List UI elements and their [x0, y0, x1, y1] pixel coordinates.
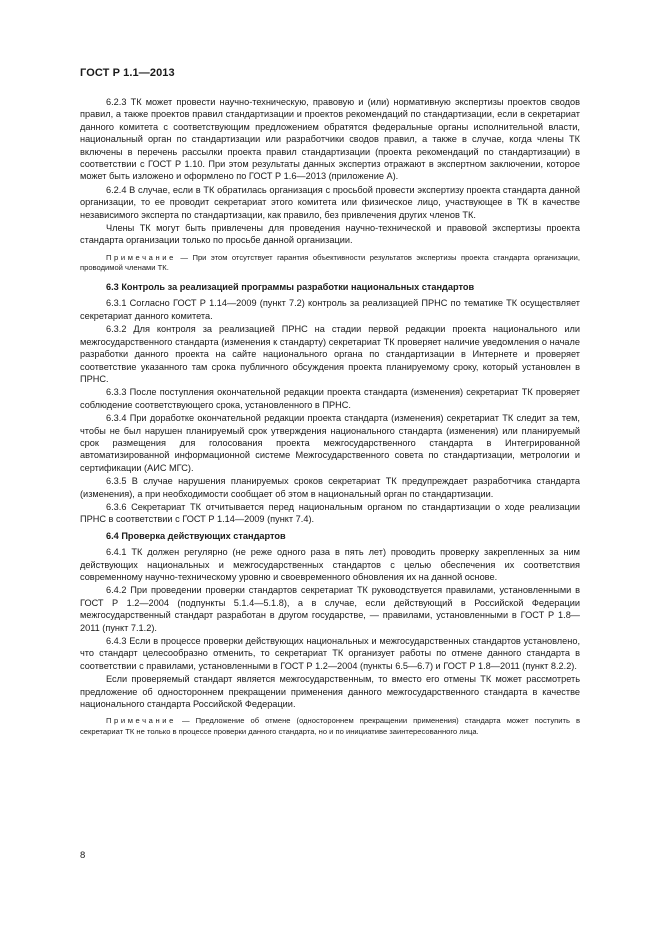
document-header: ГОСТ Р 1.1—2013: [80, 67, 175, 79]
clause-6-3-4: 6.3.4 При доработке окончательной редакции проекта стандарта (изменения) секретариат ТК следит за тем, чтобы не был нарушен планируемый срок утверждения национального стандарта (изменения) или планируемый срок размещения для голосования проекта межгосударственного стандарта в Интегрированной автоматизированной информационной системе Межгосударственного совета по стандартизации, метрологии и сертификации (АИС МГС).: [80, 413, 580, 473]
clause-6-3-5: 6.3.5 В случае нарушения планируемых сроков секретариат ТК предупреждает разработчика стандарта (изменения), а при необходимости сообщает об этом в национальный орган по стандартизации.: [80, 476, 580, 499]
page-number: 8: [80, 850, 86, 861]
section-heading-6-3: 6.3 Контроль за реализацией программы разработки национальных стандартов: [106, 282, 475, 293]
clause-6-4-2: 6.4.2 При проведении проверки стандартов секретариат ТК руководствуется правилами, установленными в ГОСТ Р 1.2—2004 (подпункты 5.1.4—5.1.8), а в случае, если действующий в Российской Федерации межгосударственный стандарт разработан в другом государстве, — правилами, установленными в ГОСТ Р 1.8—2011 (пункт 7.1.2).: [80, 585, 580, 633]
clause-6-3-6: 6.3.6 Секретариат ТК отчитывается перед национальным органом по стандартизации о ходе реализации ПРНС в соответствии с ГОСТ Р 1.14—2009 (пункт 7.4).: [80, 501, 580, 525]
document-body: [80, 96, 580, 745]
section-heading-6-4: 6.4 Проверка действующих стандартов: [106, 530, 286, 541]
clause-6-4-3: 6.4.3 Если в процессе проверки действующих национальных и межгосударственных стандартов установлено, что стандарт целесообразно отменить, то секретариат ТК организует работы по отмене данного стандарта в соответствии с правилами, установленными в ГОСТ Р 1.2—2004 (пункты 6.5—6.7) и ГОСТ Р 1.8—2011 (пункт 8.2.2).: [80, 636, 580, 671]
note-2-label: Примечание: [106, 716, 176, 726]
clause-6-4-1: 6.4.1 ТК должен регулярно (не реже одного раза в пять лет) проводить проверку закрепленных за ним действующих национальных и межгосударственных стандартов с целью обеспечения их соответствия современному научно-техническому уровню и своевременного обновления их на данной основе.: [80, 547, 580, 582]
clause-6-4-3-continued: Если проверяемый стандарт является межгосударственным, то вместо его отмены ТК может рассмотреть предложение об одностороннем прекращении применения данного межгосударственного стандарта в качестве национального стандарта Российской Федерации.: [80, 674, 580, 710]
note-1-label: Примечание: [106, 252, 176, 262]
clause-6-3-3: 6.3.3 После поступления окончательной редакции проекта стандарта (изменения) секретариат ТК проверяет соблюдение соответствующего срока, установленного в ПРНС.: [80, 387, 580, 410]
clause-6-2-4-continued: Члены ТК могут быть привлечены для проведения научно-технической и правовой экспертизы проекта стандарта организации только по просьбе данной организации.: [80, 223, 580, 246]
clause-6-3-2: 6.3.2 Для контроля за реализацией ПРНС на стадии первой редакции проекта национального или межгосударственного стандарта (изменения к стандарту) секретариат ТК проверяет наличие уведомления о начале разработки данного проекта на сайте национального органа по стандартизации в Интернете и проверяет соответствие указанного там срока публичного обсуждения проекта планируемому сроку, который установлен в ПРНС.: [80, 324, 580, 384]
clause-6-2-4: 6.2.4 В случае, если в ТК обратилась организация с просьбой провести экспертизу проекта стандарта данной организации, то ее проводит секретариат этого комитета или физическое лицо, участвующее в ТК в качестве независимого эксперта по стандартизации, как правило, без привлечения других членов ТК.: [80, 184, 580, 220]
note-2: [80, 716, 580, 737]
note-1-text: — При этом отсутствует гарантия объективности результатов экспертизы проекта стандарта организации, проводимой членами ТК.: [80, 252, 580, 273]
note-2-text: — Предложение об отмене (одностороннем прекращении применения) стандарта может поступить в секретариат ТК не только в процессе проверки данного стандарта, но и по инициативе заинтересованного лица.: [80, 716, 580, 737]
clause-6-2-3: 6.2.3 ТК может провести научно-техническую, правовую и (или) нормативную экспертизы проектов сводов правил, а также проектов правил стандартизации и проектов рекомендаций по стандартизации, если в секретариат данного комитета с соответствующим предложением обратятся федеральные органы исполнительной власти, национальный орган по стандартизации или разработчики сводов правил, а также в случае, когда члены ТК включены в перечень рассылки проекта правил стандартизации (проекта рекомендаций по стандартизации) в соответствии с ГОСТ Р 1.10. При этом результаты данных экспертиз отражают в экспертном заключении, которое может быть изложено и оформлено по ГОСТ Р 1.6—2013 (приложение А).: [80, 97, 580, 182]
clause-6-3-1: 6.3.1 Согласно ГОСТ Р 1.14—2009 (пункт 7.2) контроль за реализацией ПРНС по тематике ТК осуществляет секретариат данного комитета.: [80, 298, 580, 321]
note-1: [80, 253, 580, 274]
